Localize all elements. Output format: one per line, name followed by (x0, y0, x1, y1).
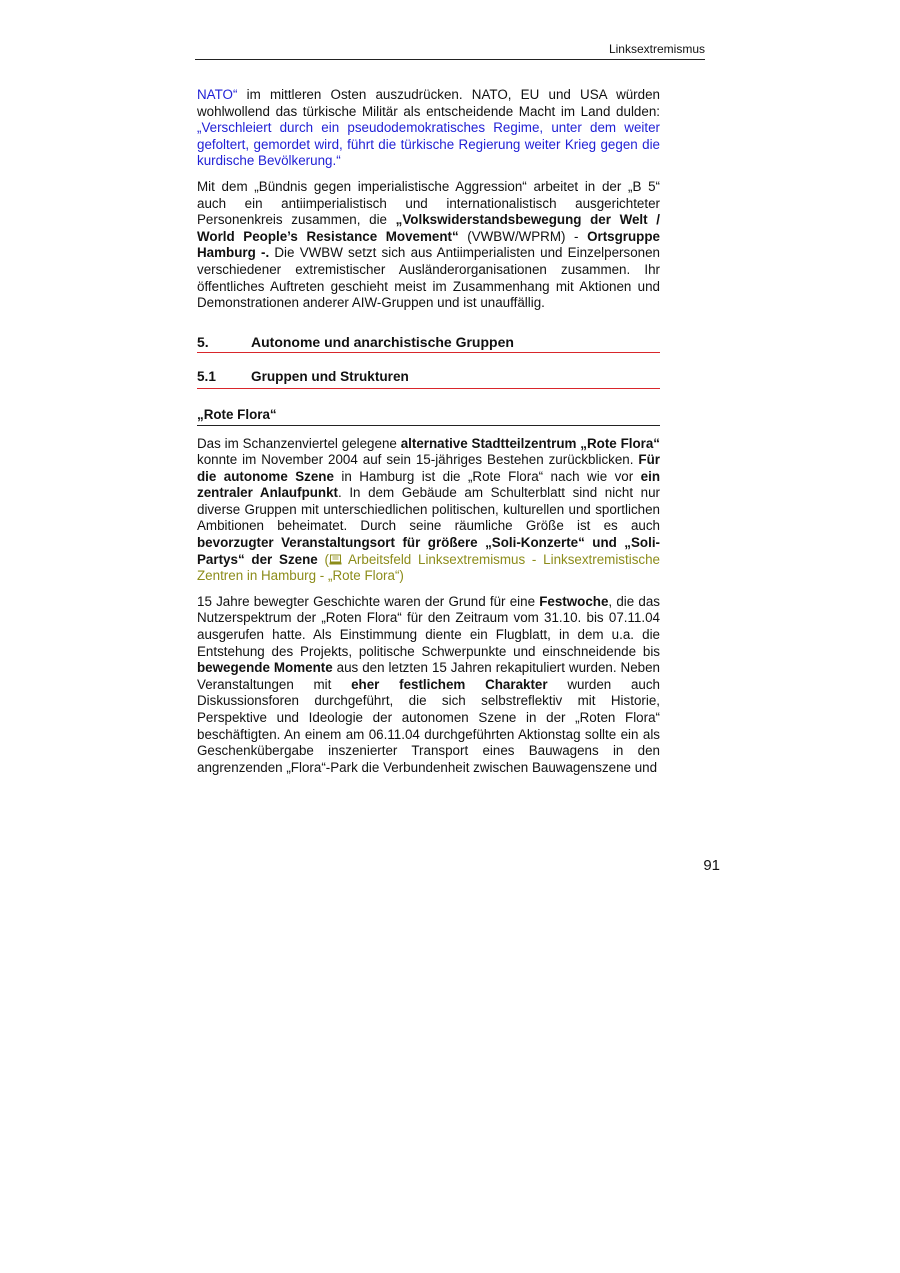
text-run: Mit dem „Bündnis gegen imperialistische Aggression“ arbeitet in der „B 5“ auch ein antiimperialistisch und internationalistisch ausgerichteter Personenkreis zusammen, die (197, 178, 660, 228)
link-text: Arbeitsfeld Linksextremismus - Linksextremistische Zentren in Hamburg - „Rote Flora“) (197, 551, 660, 584)
text-run: im mittleren Osten auszudrücken. NATO, EU und USA würden wohlwollend das türkische Militär als entscheidende Macht im Land dulden: (197, 87, 660, 119)
bold-run: bevorzugter Veranstaltungsort für größere „Soli-Konzerte“ und „Soli-Partys“ der Szene (197, 535, 660, 567)
section-title: Autonome und anarchistische Gruppen (251, 333, 514, 350)
bold-run: Für die autonome Szene (197, 452, 660, 484)
running-header (195, 42, 705, 60)
text-run: . In dem Gebäude am Schulterblatt sind nicht nur diverse Gruppen mit unterschiedlichen politischen, kulturellen und sportlichen Ambitionen beheimatet. Durch seine räumliche Größe ist es auch (197, 485, 660, 534)
paragraph-rote-flora (197, 436, 660, 585)
quote-block: „Verschleiert durch ein pseudodemokratisches Regime, unter dem weiter gefoltert, gemordet wird, führt die türkische Regierung weiter Krieg gegen die kurdische Bevölkerung.“ (197, 120, 660, 169)
link-open-paren: ( (324, 551, 329, 567)
section-heading-5 (197, 334, 660, 354)
page-body (197, 87, 660, 785)
bold-run: ein zentraler Anlaufpunkt (197, 468, 661, 501)
topic-heading-rote-flora: „Rote Flora“ (197, 407, 660, 426)
text-run: Das im Schanzenviertel gelegene (197, 435, 401, 451)
bold-run: Festwoche (539, 593, 609, 609)
text-run: konnte im November 2004 auf sein 15-jähriges Bestehen zurückblicken. (197, 452, 639, 468)
quote-fragment: NATO“ (197, 87, 238, 102)
paragraph-nato-quote (197, 87, 660, 170)
section-number: 5.1 (197, 369, 216, 385)
bold-run: eher festlichem Charakter (351, 676, 548, 692)
text-run: Die VWBW setzt sich aus Antiimperialisten und Einzelpersonen verschiedener extremistischer Ausländerorganisationen zusammen. Ihr öffentliches Auftreten geschieht meist im Zusammenhang mit Aktionen und Demonstrationen anderer AIW-Gruppen und ist unauffällig. (197, 245, 660, 311)
page-number: 91 (703, 857, 720, 874)
text-run: aus den letzten 15 Jahren rekapituliert wurden. Neben Veranstaltungen mit (197, 660, 660, 692)
bold-run: alternative Stadtteilzentrum „Rote Flora“ (400, 435, 660, 451)
text-run: 15 Jahre bewegter Geschichte waren der Grund für eine (197, 593, 540, 609)
org-local-group: Ortsgruppe Hamburg -. (197, 228, 660, 261)
section-heading-5-1 (197, 369, 660, 389)
book-icon (329, 554, 342, 565)
text-run: wurden auch Diskussionsforen durchgeführt, die sich selbstreflektiv mit Historie, Perspektive und Ideologie der autonomen Szene in der „Roten Flora“ beschäftigten. An einem am 06.11.04 durchgeführten Aktionstag sollte ein als Geschenkübergabe inszenierter Transport eines Bauwagens in den angrenzenden „Flora“-Park die Verbundenheit zwischen Bauwagenszene und (197, 676, 661, 775)
section-title: Gruppen und Strukturen (251, 369, 409, 385)
org-name-vwbw: „Volkswiderstandsbewegung der Welt / World People’s Resistance Movement“ (197, 212, 660, 244)
text-run: (VWBW/WPRM) - (458, 228, 588, 244)
paragraph-vwbw (197, 179, 660, 312)
paragraph-festwoche (197, 594, 660, 777)
text-run: in Hamburg ist die „Rote Flora“ nach wie vor (333, 468, 641, 484)
running-title: Linksextremismus (608, 42, 705, 56)
text-run: , die das Nutzerspektrum der „Roten Flora“ für den Zeitraum vom 31.10. bis 07.11.04 ausgerufen hatte. Als Einstimmung diente ein Flugblatt, in dem u.a. die Entstehung des Projekts, politische Schwerpunkte und einschneidende bis (197, 593, 660, 659)
bold-run: bewegende Momente (197, 660, 333, 676)
section-number: 5. (197, 333, 209, 350)
